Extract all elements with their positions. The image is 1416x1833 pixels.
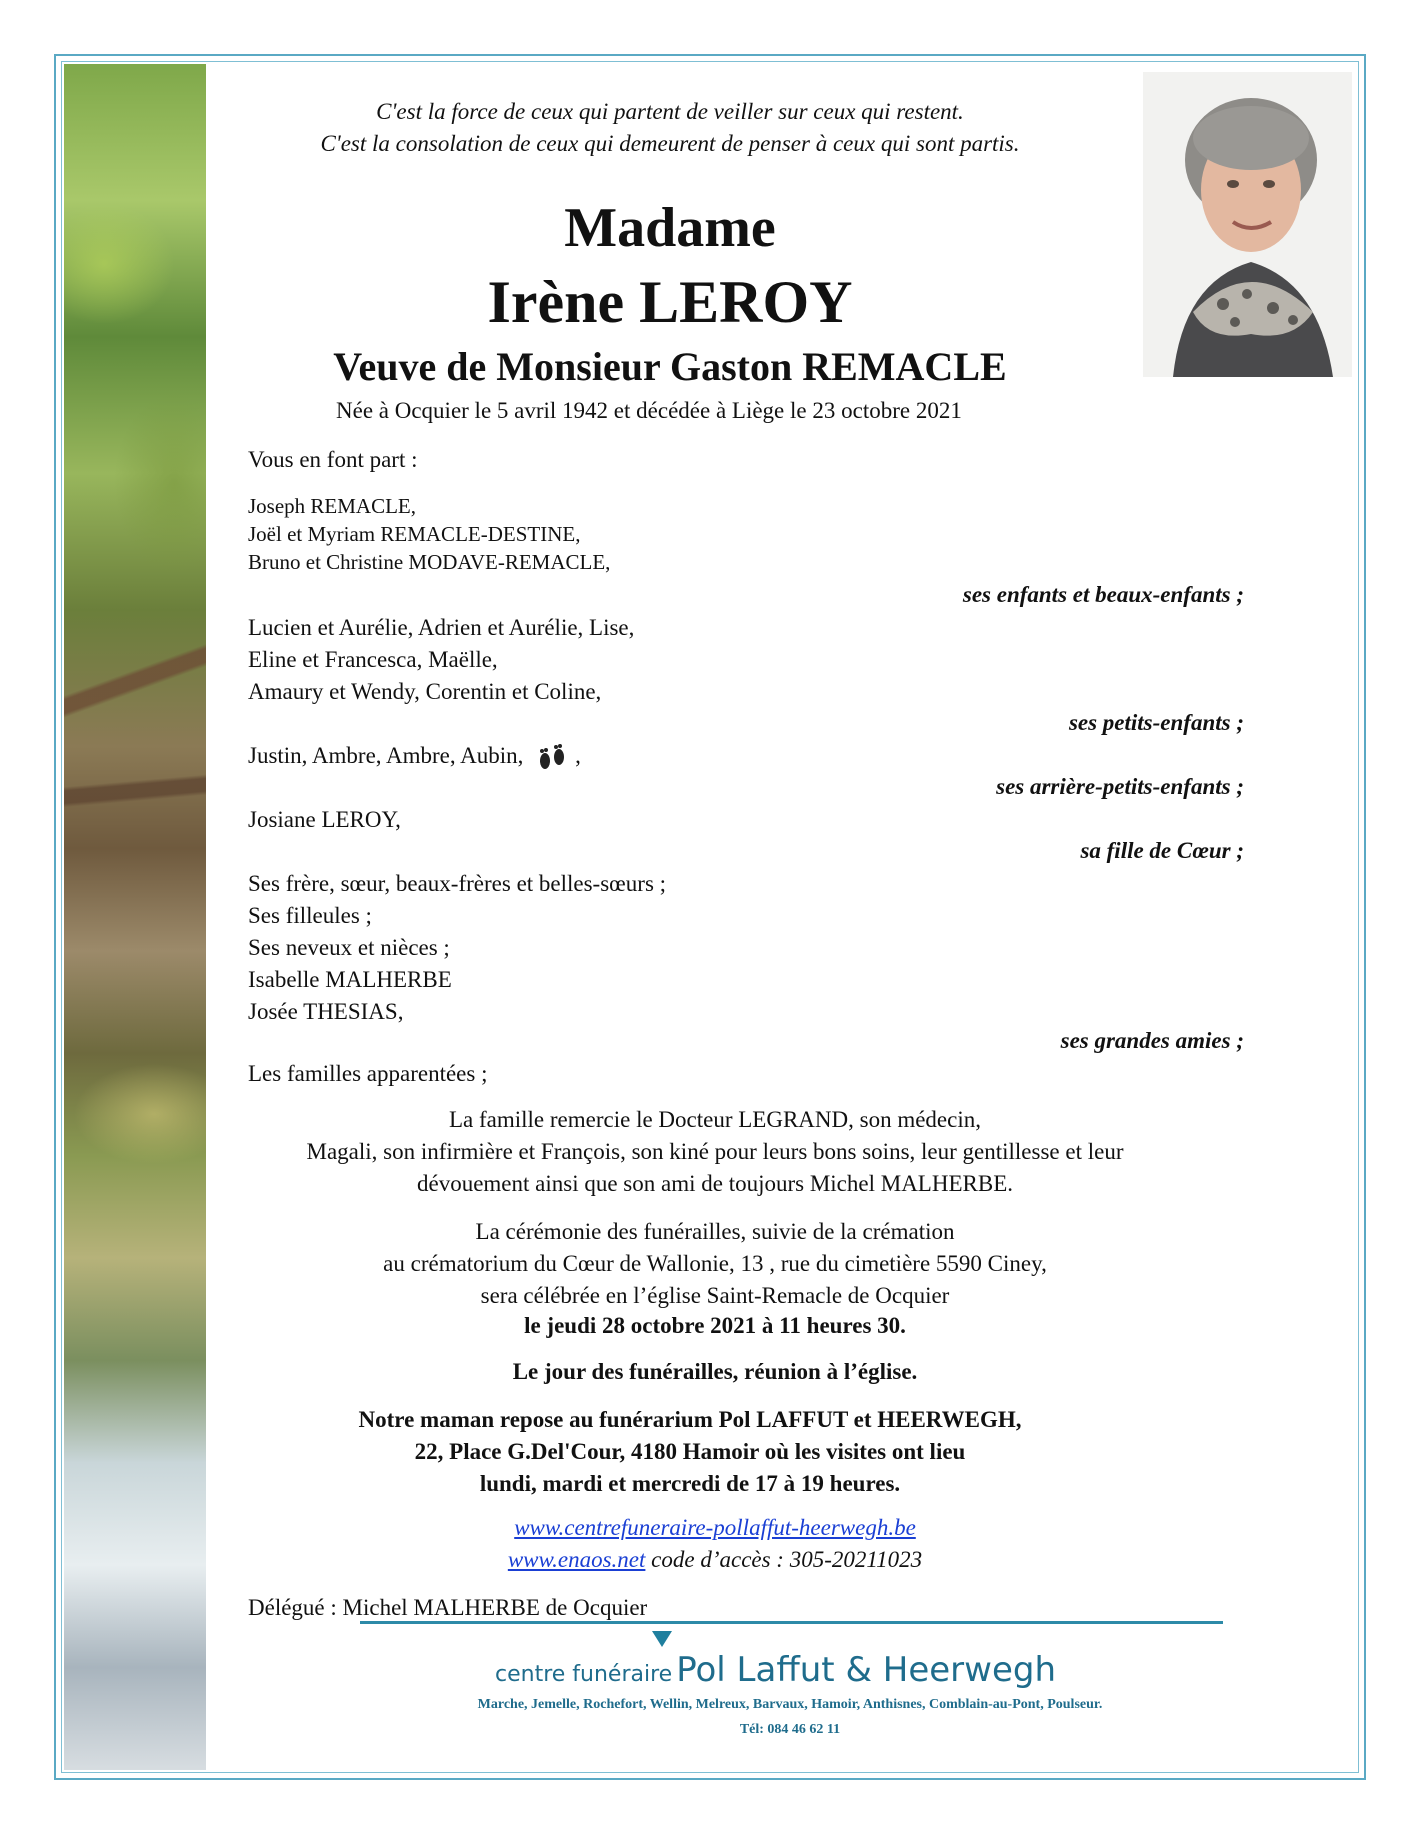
grandchildren-line-3: Amaury et Wendy, Corentin et Coline, (248, 679, 602, 704)
repose-line-2: 22, Place G.Del'Cour, 4180 Hamoir où les visites ont lieu (414, 1439, 966, 1464)
great-grandchildren-text: Justin, Ambre, Ambre, Aubin, (248, 743, 524, 768)
bridge-photo-detail (64, 560, 206, 960)
repose-line-1: Notre maman repose au funérarium Pol LAFFUT et HEERWEGH, (358, 1407, 1022, 1432)
logo-name: Pol Laffut & Heerwegh (676, 1650, 1056, 1690)
others-line-5: Josée THESIAS, (248, 999, 404, 1024)
portrait-photo (1143, 72, 1352, 377)
portrait-illustration (1143, 72, 1352, 377)
great-grandchildren-suffix: , (575, 743, 581, 768)
thanks-line-3: dévouement ainsi que son ami de toujours Michel MALHERBE. (417, 1171, 1013, 1196)
ceremony-line-1: La cérémonie des funérailles, suivie de la crémation (475, 1219, 955, 1244)
deceased-name: Irène LEROY (487, 269, 853, 335)
repose-line-3: lundi, mardi et mercredi de 17 à 19 heures. (479, 1471, 901, 1496)
others-line-3: Ses neveux et nièces ; (248, 935, 450, 960)
grandchildren-label: ses petits-enfants ; (1068, 710, 1244, 735)
title-madame: Madame (564, 197, 776, 259)
grandchildren-line-1: Lucien et Aurélie, Adrien et Aurélie, Lise, (248, 615, 635, 640)
family-child-2: Joël et Myriam REMACLE-DESTINE, (248, 522, 581, 546)
ceremony-line-2: au crématorium du Cœur de Wallonie, 13 , rue du cimetière 5590 Ciney, (383, 1251, 1047, 1276)
enaos-link[interactable]: www.enaos.net (507, 1547, 646, 1572)
intro-text: Vous en font part : (248, 447, 418, 472)
great-grandchildren-names (248, 740, 581, 773)
funeral-center-link[interactable]: www.centrefuneraire-pollaffut-heerwegh.be (514, 1515, 916, 1540)
spouse-line: Veuve de Monsieur Gaston REMACLE (333, 344, 1007, 389)
family-child-1: Joseph REMACLE, (248, 494, 416, 518)
enaos-line (240, 1544, 1190, 1576)
birth-death-dates: Née à Ocquier le 5 avril 1942 et décédée à Liège le 23 octobre 2021 (336, 398, 962, 423)
footer-divider (360, 1621, 1223, 1624)
relatives-line: Les familles apparentées ; (248, 1061, 488, 1086)
great-grandchildren-label: ses arrière-petits-enfants ; (996, 774, 1244, 799)
children-label: ses enfants et beaux-enfants ; (962, 582, 1244, 607)
footprints-icon (535, 743, 569, 773)
website-line (240, 1512, 1190, 1544)
logo-prefix: centre funéraire (495, 1662, 673, 1687)
grandchildren-line-2: Eline et Francesca, Maëlle, (248, 647, 498, 672)
delegate-line: Délégué : Michel MALHERBE de Ocquier (248, 1595, 648, 1620)
others-line-1: Ses frère, sœur, beaux-frères et belles-sœurs ; (248, 871, 667, 896)
footer-logo (495, 1650, 1056, 1690)
ceremony-date: le jeudi 28 octobre 2021 à 11 heures 30. (524, 1313, 906, 1338)
footer-phone: Tél: 084 46 62 11 (739, 1722, 841, 1737)
quote-line-2: C'est la consolation de ceux qui demeurent de penser à ceux qui sont partis. (320, 131, 1020, 156)
quote-line-1: C'est la force de ceux qui partent de veiller sur ceux qui restent. (376, 99, 964, 124)
family-child-3: Bruno et Christine MODAVE-REMACLE, (248, 550, 611, 574)
others-line-2: Ses filleules ; (248, 903, 372, 928)
heart-daughter-name: Josiane LEROY, (248, 807, 401, 832)
friends-label: ses grandes amies ; (1060, 1028, 1244, 1053)
access-code: code d’accès : 305-20211023 (651, 1547, 923, 1572)
ceremony-line-3: sera célébrée en l’église Saint-Remacle de Ocquier (480, 1283, 950, 1308)
logo-triangle-icon (652, 1631, 672, 1647)
heart-daughter-label: sa fille de Cœur ; (1080, 838, 1244, 863)
others-line-4: Isabelle MALHERBE (248, 967, 452, 992)
thanks-line-1: La famille remercie le Docteur LEGRAND, son médecin, (449, 1107, 981, 1132)
meeting-line: Le jour des funérailles, réunion à l’église. (512, 1359, 918, 1384)
thanks-line-2: Magali, son infirmière et François, son kiné pour leurs bons soins, leur gentillesse et leur (306, 1139, 1124, 1164)
footer-locations: Marche, Jemelle, Rochefort, Wellin, Melreux, Barvaux, Hamoir, Anthisnes, Comblain-au-Pont, Poulseur. (477, 1697, 1103, 1712)
